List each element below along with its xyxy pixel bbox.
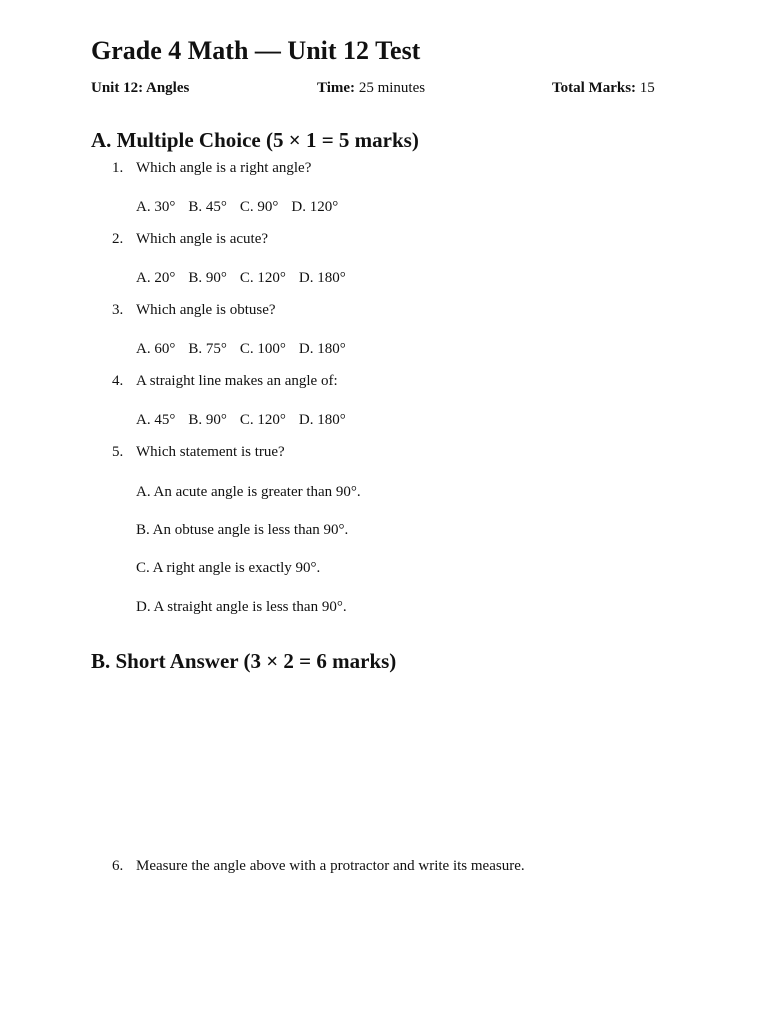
unit-info (91, 77, 189, 99)
option-d: D. 180° (298, 412, 346, 428)
option-d: D. 180° (298, 341, 346, 357)
option-c: C. A right angle is exactly 90°. (136, 560, 321, 576)
test-info-row (91, 77, 691, 99)
question-number: 3. (112, 302, 124, 318)
question-1 (112, 157, 311, 179)
option-d: D. 180° (298, 270, 346, 286)
question-3 (112, 299, 276, 321)
question-text: Measure the angle above with a protractor and write its measure. (136, 858, 525, 874)
question-6 (112, 855, 525, 877)
option-c: C. 120° (239, 412, 286, 428)
option-a: A. 20° (136, 270, 176, 286)
question-number: 2. (112, 231, 124, 247)
time-info (317, 77, 425, 99)
total-marks-label: Total Marks: (552, 80, 637, 96)
option-a: A. 30° (136, 199, 176, 215)
total-marks-value: 15 (639, 80, 655, 96)
question-text: A straight line makes an angle of: (136, 373, 338, 389)
question-5 (112, 441, 285, 463)
option-a: A. 45° (136, 412, 176, 428)
option-b: B. An obtuse angle is less than 90°. (136, 522, 349, 538)
question-text: Which angle is acute? (136, 231, 269, 247)
question-number: 6. (112, 858, 124, 874)
question-3-options (136, 338, 359, 360)
question-number: 1. (112, 160, 124, 176)
time-label: Time: (317, 80, 356, 96)
question-1-options (136, 196, 351, 218)
question-2-options (136, 267, 359, 289)
option-c: C. 100° (239, 341, 286, 357)
question-text: Which angle is a right angle? (136, 160, 312, 176)
option-c: C. 120° (239, 270, 286, 286)
section-b-heading: B. Short Answer (3 × 2 = 6 marks) (91, 649, 397, 673)
time-value: 25 minutes (358, 80, 426, 96)
question-4 (112, 370, 338, 392)
option-b: B. 45° (188, 199, 227, 215)
question-text: Which angle is obtuse? (136, 302, 276, 318)
page-title: Grade 4 Math — Unit 12 Test (91, 36, 421, 65)
option-a: A. 60° (136, 341, 176, 357)
question-text: Which statement is true? (136, 444, 285, 460)
question-4-options (136, 409, 359, 431)
option-a: A. An acute angle is greater than 90°. (136, 484, 361, 500)
option-d: D. A straight angle is less than 90°. (136, 599, 347, 615)
option-b: B. 90° (188, 412, 227, 428)
section-a-heading: A. Multiple Choice (5 × 1 = 5 marks) (91, 128, 419, 152)
unit-label: Unit 12: Angles (91, 80, 190, 96)
option-b: B. 75° (188, 341, 227, 357)
question-number: 5. (112, 444, 124, 460)
option-d: D. 120° (291, 199, 339, 215)
question-number: 4. (112, 373, 124, 389)
total-marks-info (552, 77, 655, 99)
question-2 (112, 228, 268, 250)
option-c: C. 90° (239, 199, 279, 215)
option-b: B. 90° (188, 270, 227, 286)
